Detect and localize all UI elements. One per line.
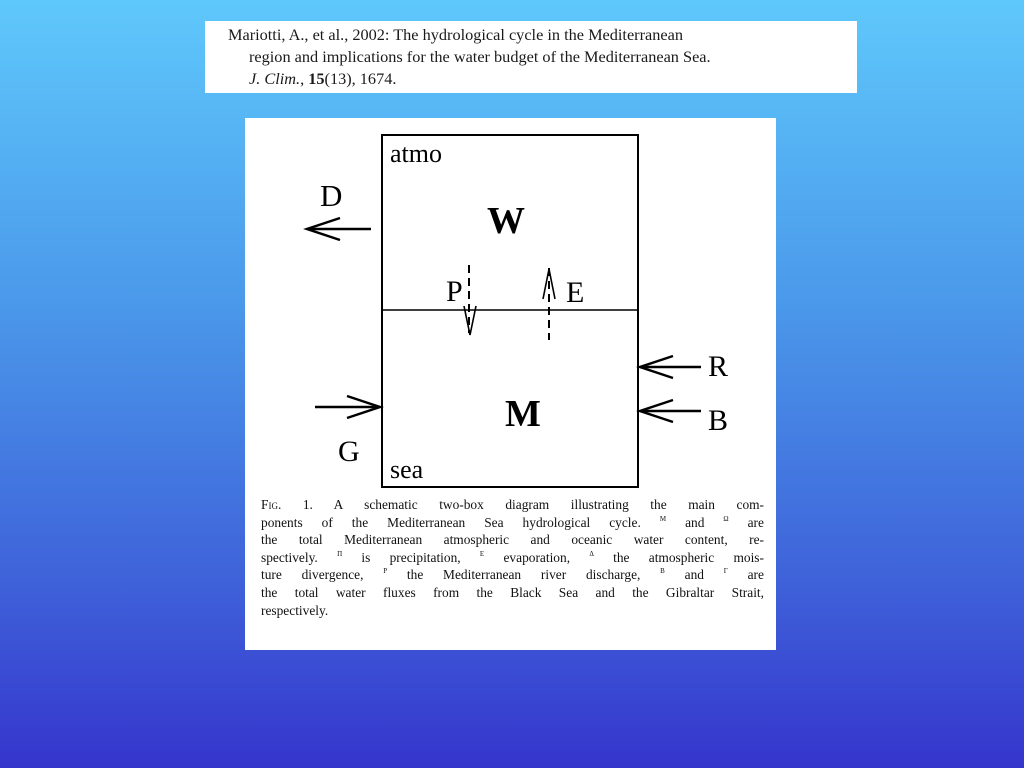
figure-panel [245,118,776,650]
caption-line: spectively. $^\Pi$ is precipitation, $^E$ evaporation, $^\Delta$ the atmospheric mois- [261,549,764,565]
citation-journal: J. Clim. [249,69,301,88]
caption-line: respectively. [261,602,329,618]
sea-label: sea [390,455,424,484]
citation-issue-pages: (13), 1674. [324,69,397,88]
caption-line: ponents of the Mediterranean Sea hydrological cycle. $^M$ and $^\Omega$ are [261,514,764,530]
gibraltar-flux-label: G [338,435,360,468]
caption-fig-label: Fig. 1. [261,497,313,512]
two-box-diagram [245,118,776,498]
black-sea-flux-label: B [708,404,729,437]
precipitation-label: P [446,275,463,308]
citation-line-1: Mariotti, A., et al., 2002: The hydrological cycle in the Mediterranean [228,25,683,44]
figure-caption [261,496,764,619]
citation-line-2: region and implications for the water budget of the Mediterranean Sea. [249,47,711,66]
citation-volume: 15 [308,69,325,88]
caption-line: ture divergence, $^P$ the Mediterranean river discharge, $^B$ and $^\Gamma$ are [261,567,764,583]
atmo-label: atmo [390,139,442,168]
caption-line: Fig. 1. A schematic two-box diagram illustrating the main com- [261,497,765,512]
caption-line: the total Mediterranean atmospheric and oceanic water content, re- [261,532,764,548]
evaporation-label: E [566,276,585,309]
river-discharge-label: R [708,350,729,383]
citation-line-3: J. Clim., 15(13), 1674. [249,69,397,88]
river-discharge-arrow [640,356,701,378]
precipitation-arrow [464,265,476,335]
oceanic-water-symbol: M [505,393,541,435]
gibraltar-flux-arrow [315,396,380,418]
caption-line: the total water fluxes from the Black Sea and the Gibraltar Strait, [261,584,764,600]
divergence-arrow [307,218,371,240]
divergence-label: D [320,178,343,213]
citation-box [205,21,857,93]
black-sea-flux-arrow [640,400,701,422]
evaporation-arrow [543,268,555,340]
atmospheric-water-symbol: W [487,200,525,242]
